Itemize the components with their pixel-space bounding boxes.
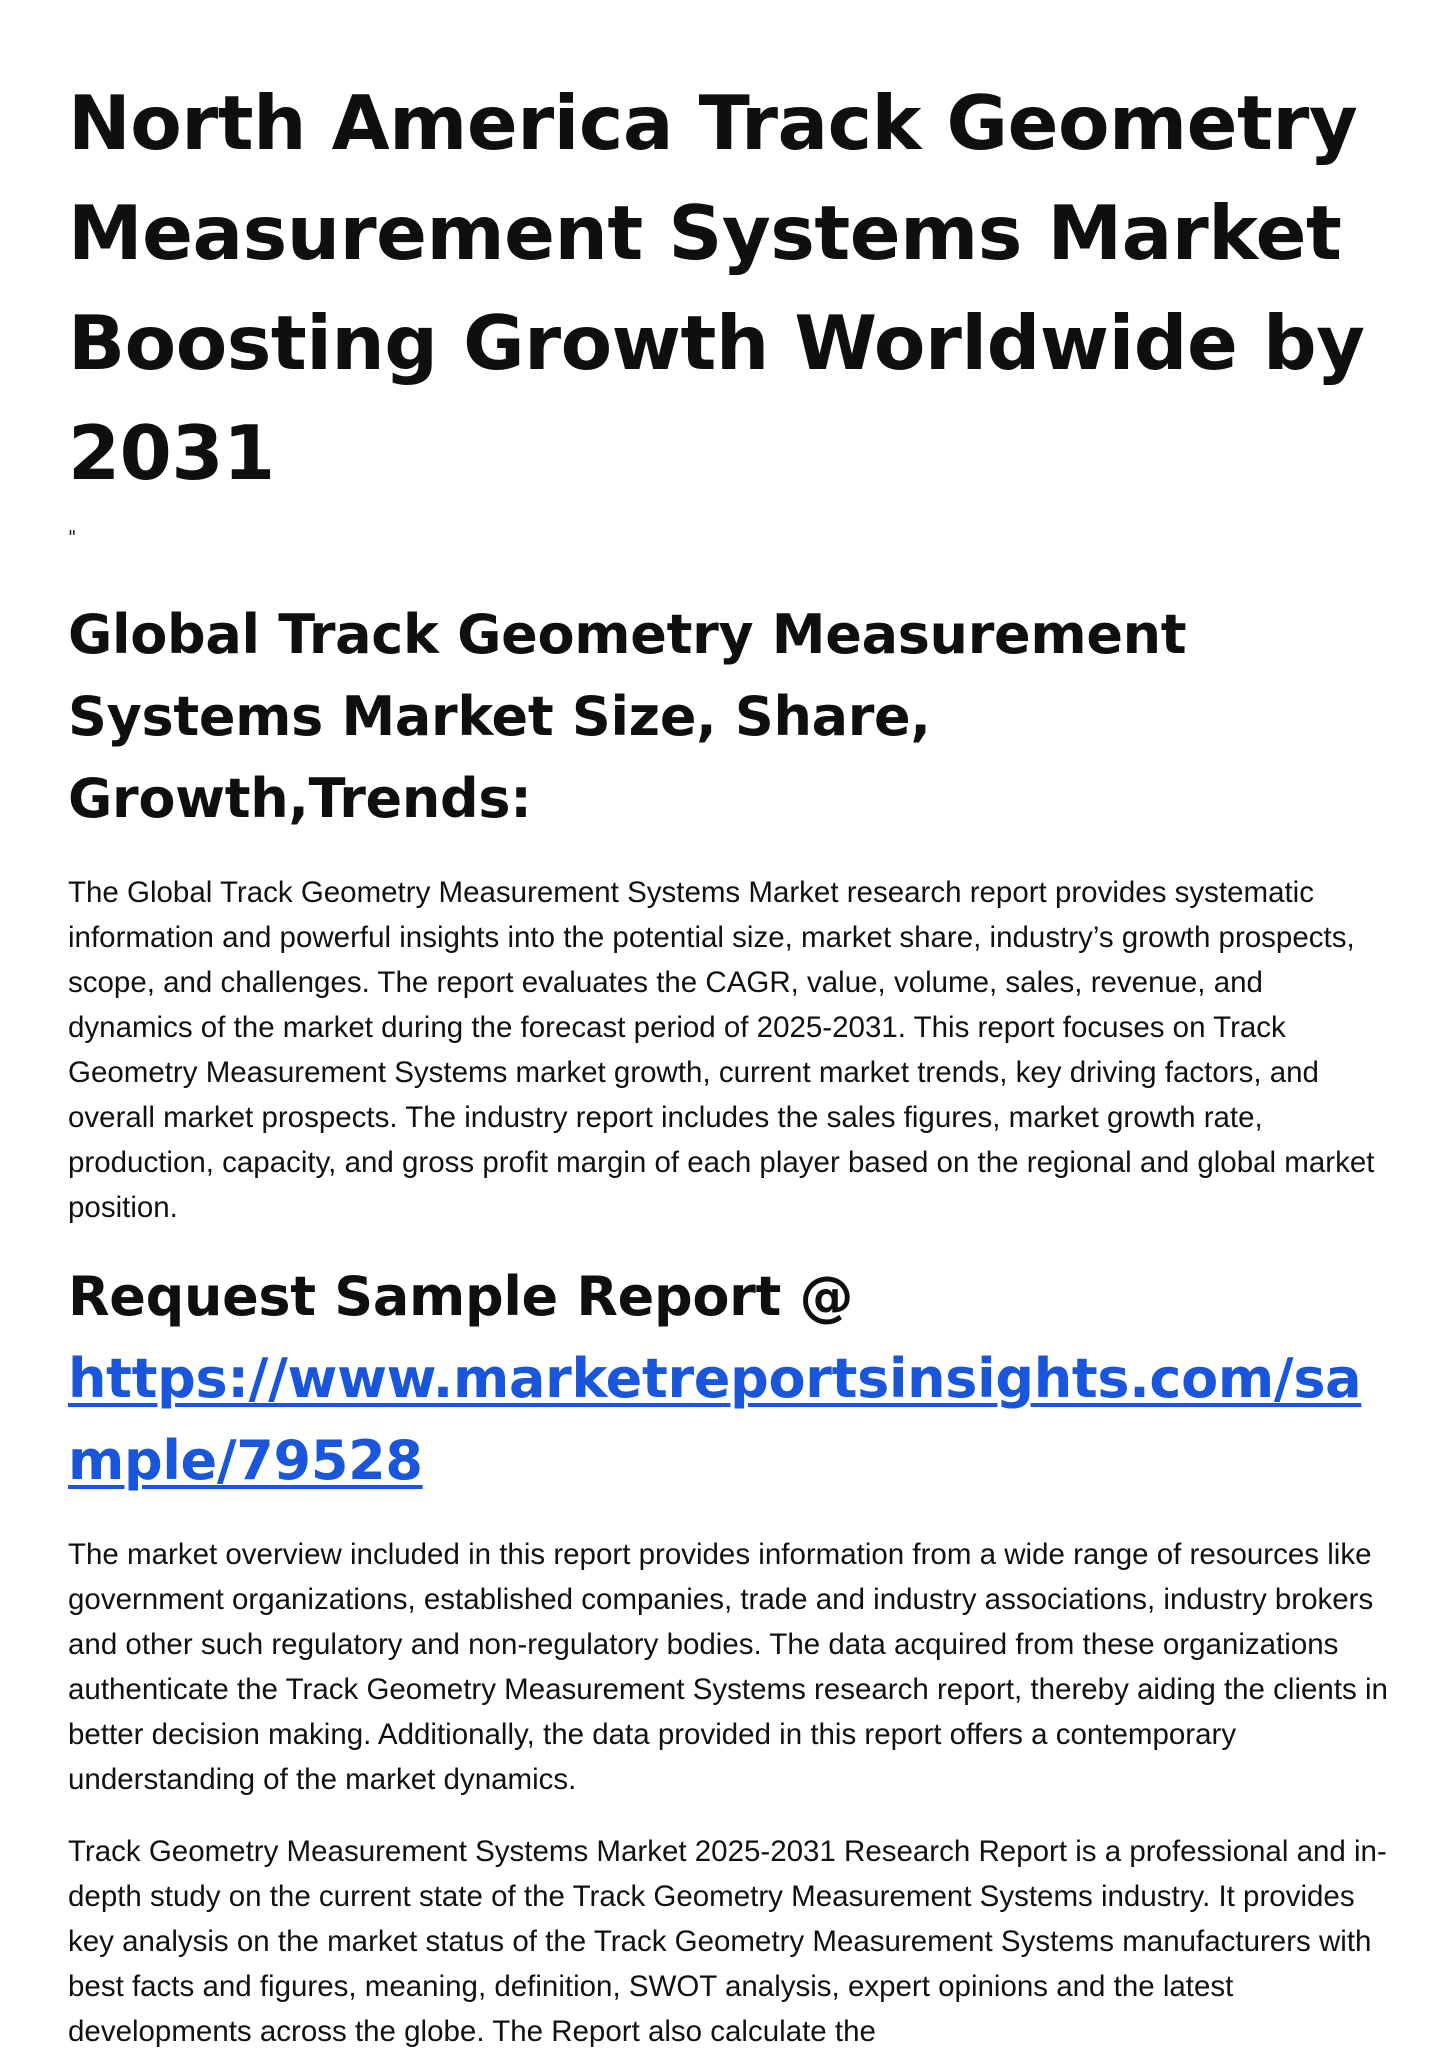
sample-report-link[interactable]: https://www.marketreportsinsights.com/sample/79528 xyxy=(68,1347,1362,1492)
section-heading: Global Track Geometry Measurement Systems Market Size, Share, Growth,Trends: xyxy=(68,603,1187,830)
document-title: North America Track Geometry Measurement Systems Market Boosting Growth Worldwide by 2031 xyxy=(68,79,1365,497)
request-sample-heading xyxy=(68,1256,1389,1502)
stray-quote-mark: " xyxy=(68,527,77,548)
request-sample-label: Request Sample Report @ xyxy=(68,1265,854,1328)
intro-paragraph: The Global Track Geometry Measurement Systems Market research report provides systematic information and powerful insights into the potential size, market share, industry’s growth prospects, scope, and challenges. The report evaluates the CAGR, value, volume, sales, revenue, and dynamics of the market during the forecast period of 2025-2031. This report focuses on Track Geometry Measurement Systems market growth, current market trends, key driving factors, and overall market prospects. The industry report includes the sales figures, market growth rate, production, capacity, and gross profit margin of each player based on the regional and global market position. xyxy=(68,876,1375,1224)
research-report-paragraph: Track Geometry Measurement Systems Market 2025-2031 Research Report is a professional and in-depth study on the current state of the Track Geometry Measurement Systems industry. It provides key analysis on the market status of the Track Geometry Measurement Systems manufacturers with best facts and figures, meaning, definition, SWOT analysis, expert opinions and the latest developments across the globe. The Report also calculate the xyxy=(68,1835,1387,2048)
market-overview-paragraph: The market overview included in this report provides information from a wide range of resources like government organizations, established companies, trade and industry associations, industry brokers and other such regulatory and non-regulatory bodies. The data acquired from these organizations authenticate the Track Geometry Measurement Systems research report, thereby aiding the clients in better decision making. Additionally, the data provided in this report offers a contemporary understanding of the market dynamics. xyxy=(68,1538,1388,1796)
